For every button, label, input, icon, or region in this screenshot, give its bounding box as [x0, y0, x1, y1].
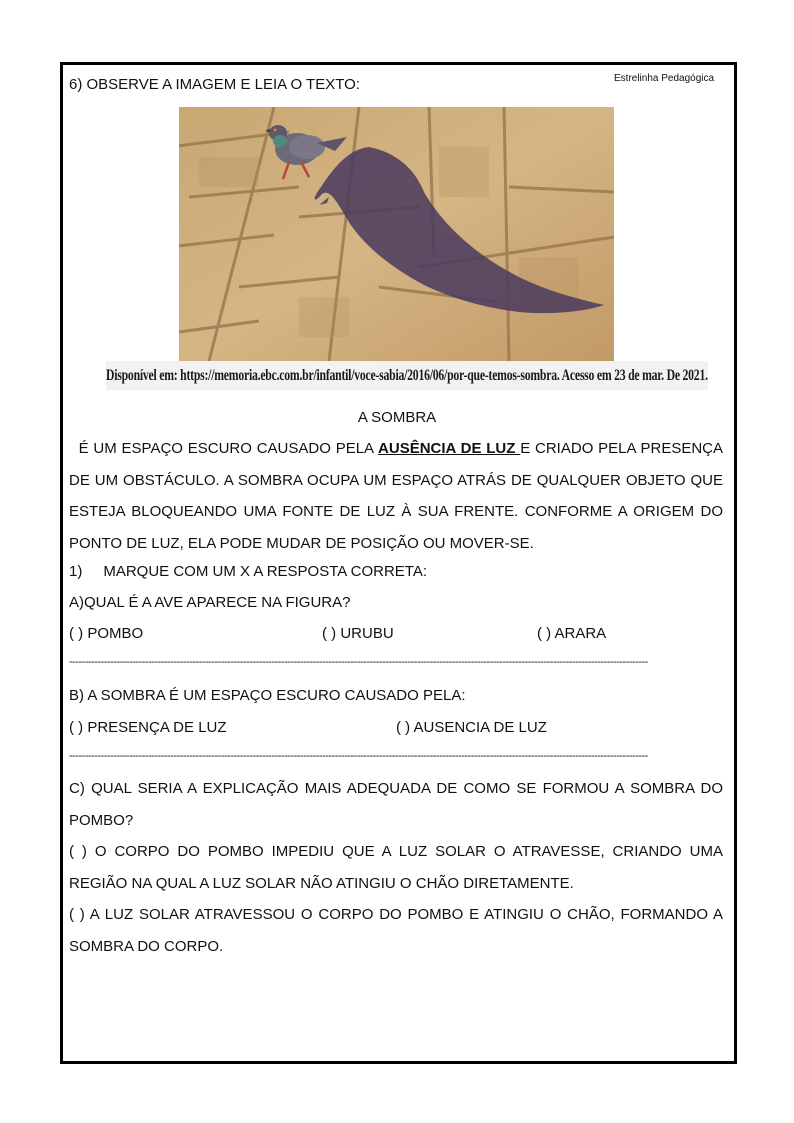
instruction-text: MARQUE COM UM X A RESPOSTA CORRETA:: [103, 563, 428, 580]
question-a-option-pombo[interactable]: ( ) POMBO: [69, 625, 144, 642]
text-heading: A SOMBRA: [357, 409, 437, 426]
question-c: C) QUAL SERIA A EXPLICAÇÃO MAIS ADEQUADA DE COMO SE FORMOU A SOMBRA DO POMBO?: [69, 780, 723, 829]
paragraph-part-1: É UM ESPAÇO ESCURO CAUSADO PELA: [78, 440, 379, 457]
paragraph-part-2: E CRIADO PELA PRESENÇA DE UM OBSTÁCULO. A SOMBRA OCUPA UM ESPAÇO ATRÁS DE QUALQUER OBJETO QUE ESTEJA BLOQUEANDO UMA FONTE DE LUZ À SUA FRENTE. CONFORME A ORIGEM DO PONTO DE LUZ, ELA PODE MUDAR DE POSIÇÃO OU MOVER-SE.: [69, 440, 724, 552]
brand-label: Estrelinha Pedagógica: [614, 73, 715, 84]
question-c-option-2[interactable]: ( ) A LUZ SOLAR ATRAVESSOU O CORPO DO POMBO E ATINGIU O CHÃO, FORMANDO A SOMBRA DO CORPO.: [69, 906, 723, 955]
separator-1: ---------------------------------------------------------------------------------------------------------------------------------------------------------------------------------------: [69, 656, 648, 668]
question-a-option-urubu[interactable]: ( ) URUBU: [322, 625, 394, 642]
instruction-line: [69, 563, 427, 580]
question-title: 6) OBSERVE A IMAGEM E LEIA O TEXTO:: [69, 76, 360, 93]
question-a-option-arara[interactable]: ( ) ARARA: [537, 625, 607, 642]
instruction-number: 1): [69, 563, 83, 580]
paragraph-emphasis: AUSÊNCIA DE LUZ: [378, 440, 521, 457]
question-c-option-1[interactable]: ( ) O CORPO DO POMBO IMPEDIU QUE A LUZ SOLAR O ATRAVESSE, CRIANDO UMA REGIÃO NA QUAL A LUZ SOLAR NÃO ATINGIU O CHÃO DIRETAMENTE.: [69, 843, 723, 892]
text-paragraph: [69, 433, 723, 559]
question-b: B) A SOMBRA É UM ESPAÇO ESCURO CAUSADO PELA:: [69, 687, 466, 704]
question-b-option-presenca[interactable]: ( ) PRESENÇA DE LUZ: [69, 719, 227, 736]
image-source-caption: Disponível em: https://memoria.ebc.com.br/infantil/voce-sabia/2016/06/por-que-temos-sombra. Acesso em 23 de mar. De 2021.: [106, 361, 708, 390]
question-b-option-ausencia[interactable]: ( ) AUSENCIA DE LUZ: [396, 719, 547, 736]
pigeon-shadow-photo: [179, 107, 614, 361]
separator-2: ---------------------------------------------------------------------------------------------------------------------------------------------------------------------------------------: [69, 750, 648, 762]
question-a: A)QUAL É A AVE APARECE NA FIGURA?: [69, 594, 351, 611]
